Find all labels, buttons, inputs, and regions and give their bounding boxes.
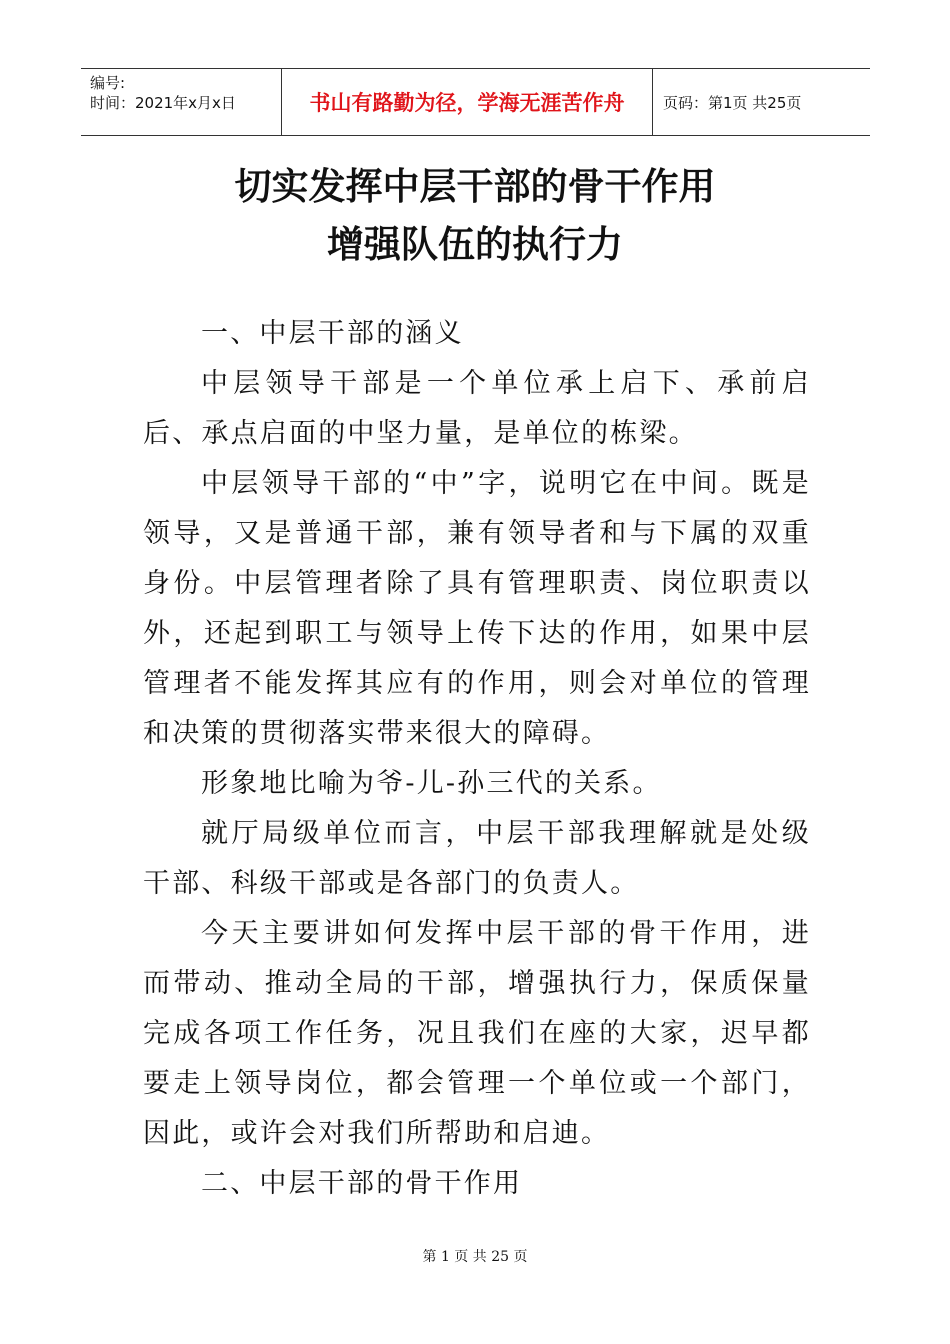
title-line-1: 切实发挥中层干部的骨干作用 <box>234 165 716 208</box>
header-motto: 书山有路勤为径，学海无涯苦作舟 <box>282 69 653 135</box>
paragraph: 形象地比喻为爷-儿-孙三代的关系。 <box>201 768 662 799</box>
page-header <box>81 68 870 136</box>
number-label: 编号: <box>90 74 126 92</box>
paragraph: 今天主要讲如何发挥中层干部的骨干作用，进而带动、推动全局的干部，增强执行力，保质保量完成各项工作任务，况且我们在座的大家，迟早都要走上领导岗位，都会管理一个单位或一个部门，因此，或许会对我们所帮助和启迪。 <box>143 918 811 1149</box>
paragraph: 就厅局级单位而言，中层干部我理解就是处级干部、科级干部或是各部门的负责人。 <box>143 818 811 899</box>
section-heading-2: 二、中层干部的骨干作用 <box>201 1168 523 1199</box>
time-label: 时间：2021年x月x日 <box>90 94 236 112</box>
page-footer: 第 1 页 共 25 页 <box>422 1249 528 1265</box>
paragraph: 中层领导干部的“中”字，说明它在中间。既是领导，又是普通干部，兼有领导者和与下属的双重身份。中层管理者除了具有管理职责、岗位职责以外，还起到职工与领导上传下达的作用，如果中层管理者不能发挥其应有的作用，则会对单位的管理和决策的贯彻落实带来很大的障碍。 <box>143 468 811 749</box>
document-title <box>0 158 950 274</box>
section-heading-1: 一、中层干部的涵义 <box>201 318 464 349</box>
paragraph: 中层领导干部是一个单位承上启下、承前启后、承点启面的中坚力量，是单位的栋梁。 <box>143 368 811 449</box>
title-line-2: 增强队伍的执行力 <box>327 223 623 266</box>
header-page-info: 页码：第1页 共25页 <box>663 93 802 112</box>
header-meta <box>81 69 282 135</box>
document-body <box>143 309 811 1209</box>
